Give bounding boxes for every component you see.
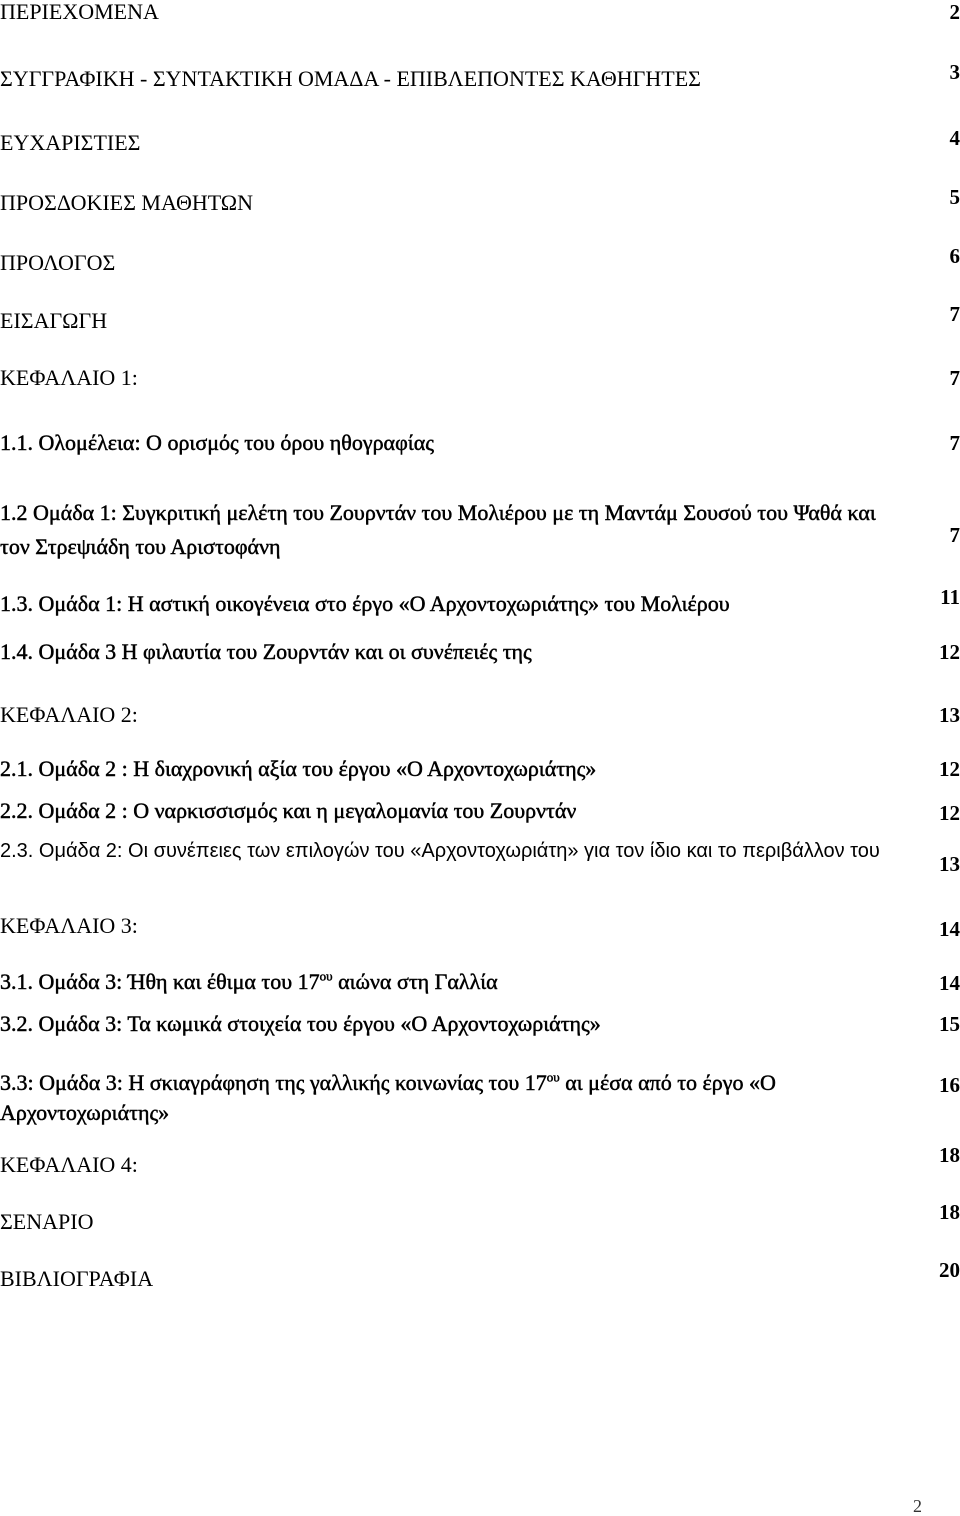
- footer-page-number: 2: [913, 1496, 922, 1516]
- toc-label: ΠΡΟΛΟΓΟΣ: [0, 250, 116, 275]
- toc-page-number: 7: [949, 302, 960, 326]
- toc-page-number: 13: [939, 852, 960, 876]
- toc-label-text: 3.3: Ομάδα 3: Η σκιαγράφηση της γαλλικής κοινωνίας του 17: [0, 1070, 547, 1095]
- toc-page-number: 5: [949, 185, 960, 209]
- toc-page-number: 2: [949, 0, 960, 24]
- toc-page-number: 14: [939, 917, 960, 941]
- toc-label: [0, 1068, 880, 1128]
- toc-page-number: 12: [939, 757, 960, 781]
- toc-label: ΚΕΦΑΛΑΙΟ 3:: [0, 913, 138, 938]
- toc-page-number: 6: [949, 244, 960, 268]
- toc-label: ΒΙΒΛΙΟΓΡΑΦΙΑ: [0, 1266, 154, 1291]
- toc-page-number: 7: [949, 431, 960, 455]
- toc-label: 1.4. Ομάδα 3 Η φιλαυτία του Ζουρντάν και οι συνέπειές της: [0, 639, 532, 664]
- toc-page-number: 7: [949, 366, 960, 390]
- toc-page-number: 11: [940, 585, 960, 609]
- ordinal-superscript: ου: [319, 968, 333, 984]
- toc-label: 2.2. Ομάδα 2 : Ο ναρκισσισμός και η μεγαλομανία του Ζουρντάν: [0, 798, 577, 823]
- toc-label: ΣΕΝΑΡΙΟ: [0, 1209, 94, 1234]
- toc-page-number: 13: [939, 703, 960, 727]
- toc-page-number: 12: [939, 801, 960, 825]
- toc-label: 3.2. Ομάδα 3: Τα κωμικά στοιχεία του έργου «Ο Αρχοντοχωριάτης»: [0, 1011, 601, 1036]
- toc-label: ΚΕΦΑΛΑΙΟ 1:: [0, 365, 138, 390]
- toc-label: ΠΡΟΣΔΟΚΙΕΣ ΜΑΘΗΤΩΝ: [0, 190, 254, 215]
- toc-label: ΕΥΧΑΡΙΣΤΙΕΣ: [0, 130, 141, 155]
- toc-page-number: 20: [939, 1258, 960, 1282]
- toc-page-number: 16: [939, 1073, 960, 1097]
- toc-page-number: 14: [939, 971, 960, 995]
- toc-label-text: 3.1. Ομάδα 3: Ήθη και έθιμα του 17: [0, 969, 320, 994]
- toc-page-number: 7: [949, 523, 960, 547]
- toc-label: 1.2 Ομάδα 1: Συγκριτική μελέτη του Ζουρντάν του Μολιέρου με τη Μαντάμ Σουσού του Ψαθά και τον Στρεψιάδη του Αριστοφάνη: [0, 500, 876, 559]
- ordinal-superscript: ου: [546, 1069, 560, 1085]
- toc-label: ΠΕΡΙΕΧΟΜΕΝΑ: [0, 0, 159, 24]
- toc-page-number: 15: [939, 1012, 960, 1036]
- toc-label: 2.1. Ομάδα 2 : Η διαχρονική αξία του έργου «Ο Αρχοντοχωριάτης»: [0, 756, 597, 781]
- toc-page-number: 4: [949, 126, 960, 150]
- toc-label: ΣΥΓΓΡΑΦΙΚΗ - ΣΥΝΤΑΚΤΙΚΗ ΟΜΑΔΑ - ΕΠΙΒΛΕΠΟΝΤΕΣ ΚΑΘΗΓΗΤΕΣ: [0, 66, 701, 91]
- toc-page-number: 12: [939, 640, 960, 664]
- toc-page-number: 18: [939, 1200, 960, 1224]
- toc-label-text: αιώνα στη Γαλλία: [332, 969, 498, 994]
- toc-label: ΕΙΣΑΓΩΓΗ: [0, 308, 108, 333]
- toc-label: 1.3. Ομάδα 1: Η αστική οικογένεια στο έργο «Ο Αρχοντοχωριάτης» του Μολιέρου: [0, 591, 730, 616]
- toc-label: ΚΕΦΑΛΑΙΟ 4:: [0, 1152, 138, 1177]
- toc-label: 1.1. Ολομέλεια: Ο ορισμός του όρου ηθογραφίας: [0, 430, 434, 455]
- toc-label-text: αι μέσα από το έργο «Ο Αρχοντοχωριάτης»: [0, 1070, 776, 1125]
- toc-page-number: 3: [949, 60, 960, 84]
- toc-label: ΚΕΦΑΛΑΙΟ 2:: [0, 702, 138, 727]
- toc-page-number: 18: [939, 1143, 960, 1167]
- toc-label: [0, 970, 498, 994]
- toc-label: 2.3. Ομάδα 2: Οι συνέπειες των επιλογών του «Αρχοντοχωριάτη» για τον ίδιο και το περιβάλλον του: [0, 840, 880, 862]
